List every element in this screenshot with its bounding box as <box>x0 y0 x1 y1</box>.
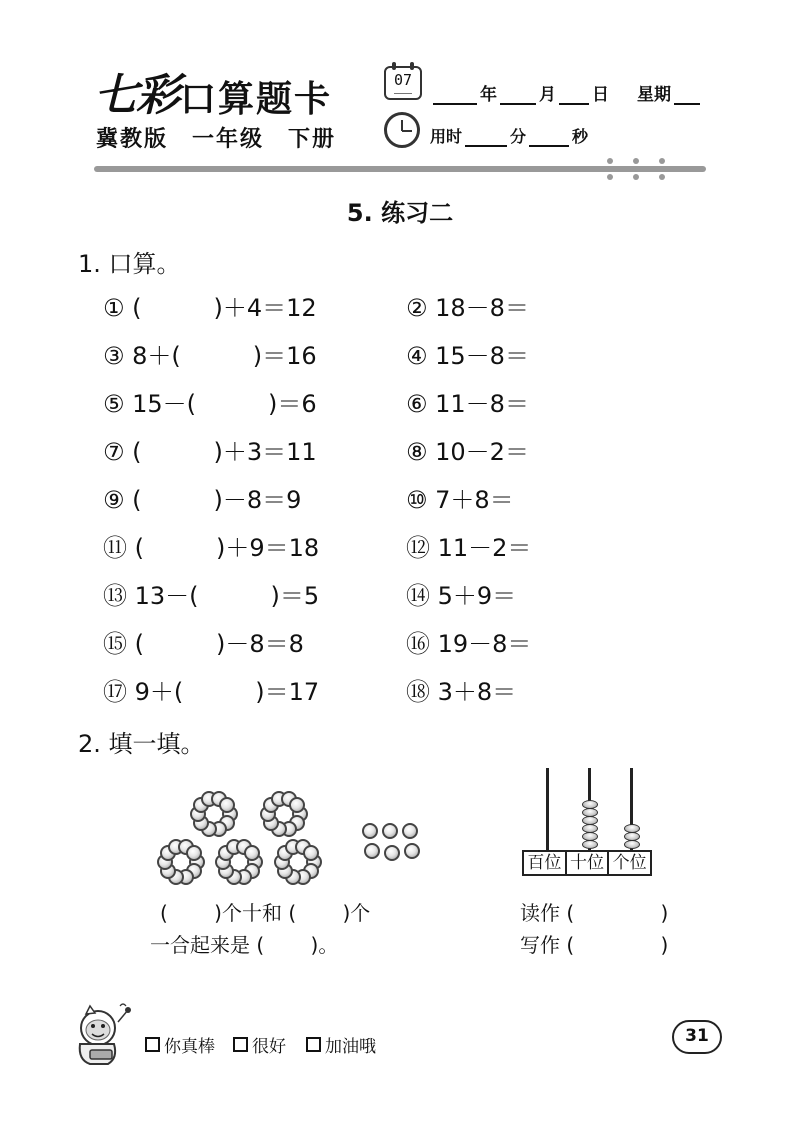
bead-ring <box>157 838 205 886</box>
problem-1[interactable]: ① ( )＋4＝12 <box>103 294 317 322</box>
divider-decoration <box>607 158 613 180</box>
eval-checkbox[interactable] <box>145 1037 160 1052</box>
problem-10[interactable]: ⑩ 7＋8＝ <box>406 486 514 514</box>
eval-label: 加油哦 <box>325 1037 376 1057</box>
abacus-bead <box>582 840 598 849</box>
header-divider <box>94 166 706 172</box>
abacus-label-tens: 十位 <box>567 852 610 874</box>
problem-2[interactable]: ② 18－8＝ <box>406 294 529 322</box>
problem-5[interactable]: ⑤ 15－( )＝6 <box>103 390 317 418</box>
abacus-label-ones: 个位 <box>612 853 647 873</box>
divider-decoration <box>633 158 639 180</box>
abacus-figure <box>520 768 660 878</box>
abacus-bead <box>582 816 598 825</box>
problem-8[interactable]: ⑧ 10－2＝ <box>406 438 529 466</box>
eval-label: 你真棒 <box>164 1037 215 1057</box>
minute-blank[interactable] <box>465 129 507 147</box>
divider-decoration <box>659 158 665 180</box>
weekday-blank[interactable] <box>674 87 700 105</box>
bead-ring <box>215 838 263 886</box>
problem-14[interactable]: ⑭ 5＋9＝ <box>406 582 517 610</box>
bead-ring <box>274 838 322 886</box>
day-label: 日 <box>592 85 609 105</box>
eval-checkbox[interactable] <box>233 1037 248 1052</box>
problem-12[interactable]: ⑫ 11－2＝ <box>406 534 532 562</box>
bead-ring <box>190 790 238 838</box>
brand-logo <box>94 70 333 121</box>
problem-18[interactable]: ⑱ 3＋8＝ <box>406 678 517 706</box>
read-as-line[interactable]: 读作 ( ) <box>520 901 669 925</box>
problem-9[interactable]: ⑨ ( )－8＝9 <box>103 486 302 514</box>
brand-title: 口算题卡 <box>180 79 333 120</box>
write-as-line[interactable]: 写作 ( ) <box>520 933 669 957</box>
minute-label: 分 <box>510 127 527 146</box>
abacus-base <box>522 850 652 876</box>
eval-option-keep-going[interactable] <box>306 1032 376 1057</box>
beads-question-line-1[interactable]: ( )个十和 ( )个 <box>160 901 371 925</box>
problem-11[interactable]: ⑪ ( )＋9＝18 <box>103 534 320 562</box>
eval-option-good[interactable] <box>233 1032 286 1057</box>
date-line <box>430 80 703 105</box>
problem-17[interactable]: ⑰ 9＋( )＝17 <box>103 678 320 706</box>
weekday-label: 星期 <box>637 85 671 105</box>
mascot-icon <box>68 1000 138 1070</box>
abacus-bead <box>582 824 598 833</box>
brand-qicai: 七彩 <box>94 70 178 121</box>
problem-3[interactable]: ③ 8＋( )＝16 <box>103 342 317 370</box>
second-blank[interactable] <box>529 129 569 147</box>
abacus-bead <box>582 800 598 809</box>
calendar-number: 07 <box>393 71 413 89</box>
problem-15[interactable]: ⑮ ( )－8＝8 <box>103 630 304 658</box>
problem-7[interactable]: ⑦ ( )＋3＝11 <box>103 438 317 466</box>
second-label: 秒 <box>572 127 589 146</box>
edition-label: 冀教版 一年级 下册 <box>96 127 337 152</box>
problem-13[interactable]: ⑬ 13－( )＝5 <box>103 582 320 610</box>
clock-icon <box>384 112 420 148</box>
eval-option-great[interactable] <box>145 1032 215 1057</box>
abacus-bead <box>582 808 598 817</box>
year-blank[interactable] <box>433 87 477 105</box>
abacus-bead <box>624 824 640 833</box>
abacus-bead <box>582 832 598 841</box>
eval-checkbox[interactable] <box>306 1037 321 1052</box>
day-blank[interactable] <box>559 87 589 105</box>
month-blank[interactable] <box>500 87 536 105</box>
abacus-label-hundreds: 百位 <box>524 852 567 874</box>
time-label: 用时 <box>430 127 463 146</box>
problem-16[interactable]: ⑯ 19－8＝ <box>406 630 532 658</box>
time-line <box>430 124 588 147</box>
page-number: 31 <box>672 1020 722 1054</box>
abacus-rod-hundreds <box>546 768 549 852</box>
abacus-bead <box>624 832 640 841</box>
lesson-title: 5. 练习二 <box>346 199 454 227</box>
beads-question-line-2[interactable]: 一合起来是 ( )。 <box>150 933 339 957</box>
month-label: 月 <box>539 85 556 105</box>
year-label: 年 <box>480 85 497 105</box>
bead-ring <box>260 790 308 838</box>
eval-label: 很好 <box>252 1037 286 1057</box>
problem-4[interactable]: ④ 15－8＝ <box>406 342 529 370</box>
problem-6[interactable]: ⑥ 11－8＝ <box>406 390 529 418</box>
section-1-title: 1. 口算。 <box>78 250 181 278</box>
abacus-bead <box>624 840 640 849</box>
calendar-icon <box>384 66 422 100</box>
section-2-title: 2. 填一填。 <box>78 730 205 758</box>
